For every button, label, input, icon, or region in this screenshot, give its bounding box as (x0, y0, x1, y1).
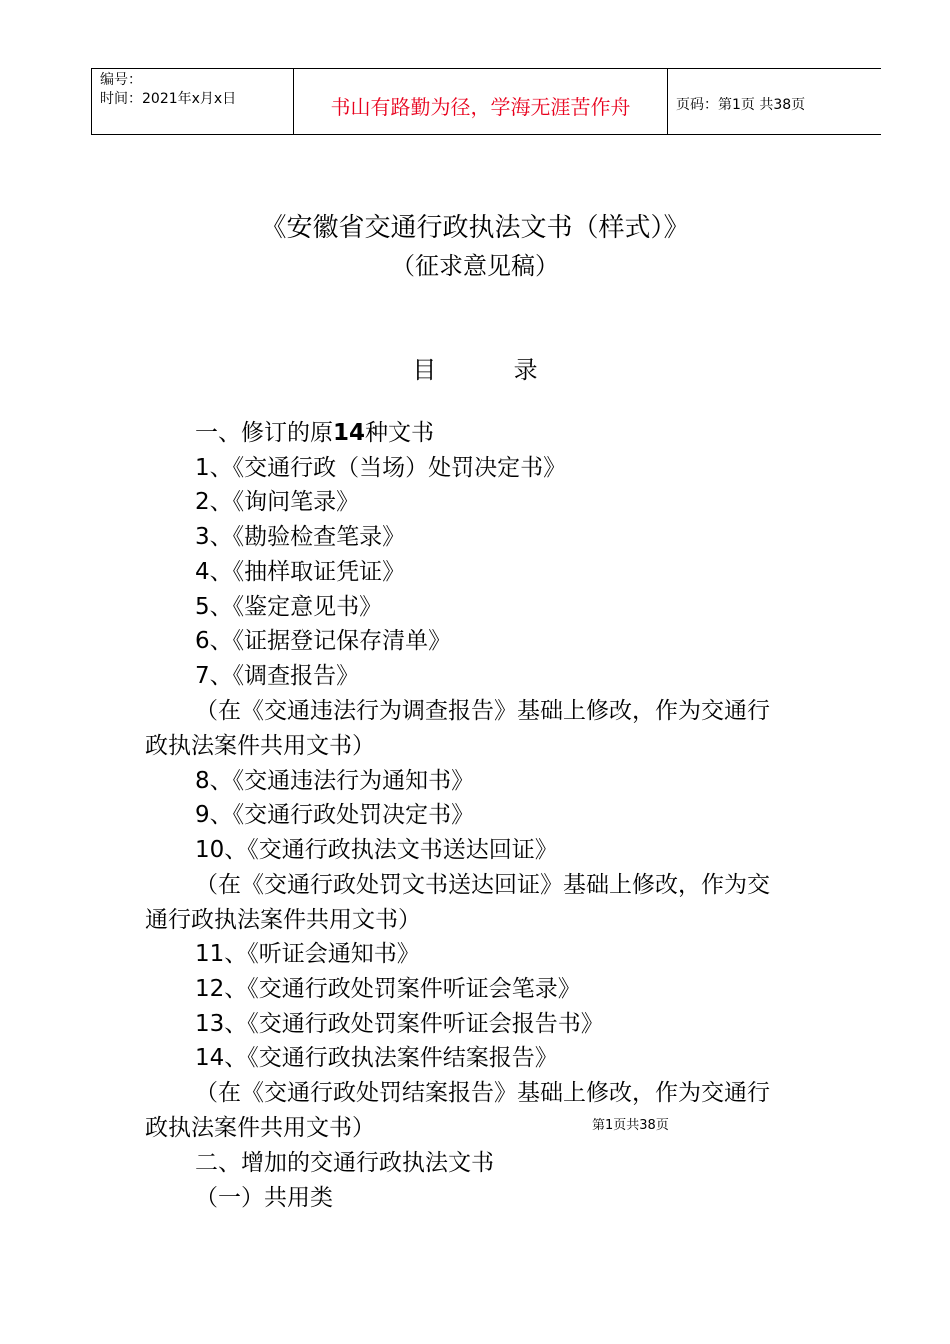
header-right-cell (668, 69, 882, 135)
header-motto: 书山有路勤为径，学海无涯苦作舟 (330, 95, 631, 119)
toc-subsection-1: （一）共用类 (195, 1185, 333, 1211)
toc-item-14: 14、《交通行政执法案件结案报告》 (195, 1045, 558, 1071)
header-table (91, 68, 881, 135)
toc-item-10: 10、《交通行政执法文书送达回证》 (195, 837, 558, 863)
page-footer: 第1页共38页 (592, 1118, 669, 1133)
toc-section-1 (195, 418, 434, 448)
toc-item-11: 11、《听证会通知书》 (195, 941, 420, 967)
header-left-cell (92, 69, 294, 135)
toc-item-1: 1、《交通行政（当场）处罚决定书》 (195, 455, 567, 481)
toc-item-2: 2、《询问笔录》 (195, 489, 360, 515)
toc-heading-char-1: 目 (412, 356, 437, 384)
toc-heading (0, 350, 950, 385)
document-subtitle: （征求意见稿） (391, 252, 559, 280)
toc-item-8: 8、《交通违法行为通知书》 (195, 768, 475, 794)
toc-item-3: 3、《勘验检查笔录》 (195, 524, 406, 550)
toc-item-7: 7、《调查报告》 (195, 663, 360, 689)
toc-item-5: 5、《鉴定意见书》 (195, 594, 383, 620)
toc-note-14-line-2: 政执法案件共用文书） (145, 1115, 375, 1141)
toc-section-1-prefix: 一、修订的原 (195, 420, 333, 446)
toc-item-13: 13、《交通行政处罚案件听证会报告书》 (195, 1011, 604, 1037)
toc-note-7-line-2: 政执法案件共用文书） (145, 733, 375, 759)
document-number-label: 编号： (100, 72, 142, 88)
toc-section-1-number: 14 (333, 420, 366, 446)
toc-item-12: 12、《交通行政处罚案件听证会笔录》 (195, 976, 581, 1002)
toc-item-4: 4、《抽样取证凭证》 (195, 559, 406, 585)
header-page-info: 页码：第1页 共38页 (676, 97, 806, 113)
toc-section-1-suffix: 种文书 (365, 420, 435, 446)
toc-note-7-line-1: （在《交通违法行为调查报告》基础上修改，作为交通行 (195, 698, 770, 724)
header-middle-cell (294, 69, 668, 135)
toc-section-2: 二、增加的交通行政执法文书 (195, 1150, 494, 1176)
toc-note-10-line-2: 通行政执法案件共用文书） (145, 907, 421, 933)
toc-note-14-line-1: （在《交通行政处罚结案报告》基础上修改，作为交通行 (195, 1080, 770, 1106)
toc-heading-char-2: 录 (513, 356, 538, 384)
toc-item-9: 9、《交通行政处罚决定书》 (195, 802, 475, 828)
toc-note-10-line-1: （在《交通行政处罚文书送达回证》基础上修改，作为交 (195, 872, 770, 898)
document-title: 《安徽省交通行政执法文书（样式）》 (260, 213, 690, 243)
document-time-label: 时间：2021年x月x日 (100, 91, 237, 107)
toc-item-6: 6、《证据登记保存清单》 (195, 628, 452, 654)
